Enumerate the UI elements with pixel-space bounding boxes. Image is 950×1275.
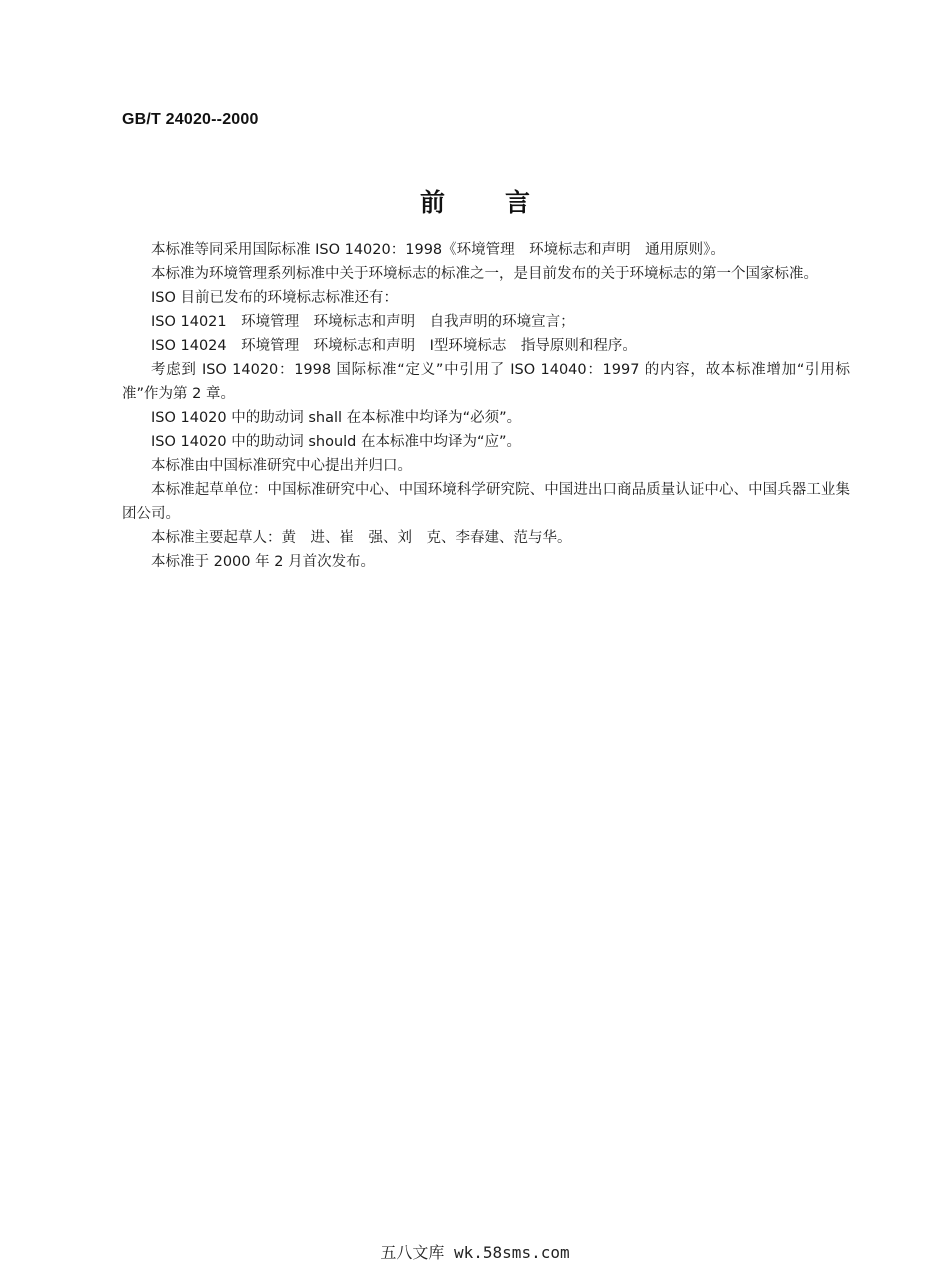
paragraph: 本标准主要起草人：黄 进、崔 强、刘 克、李春建、范与华。 [151,530,572,546]
paragraph: ISO 14021 环境管理 环境标志和声明 自我声明的环境宣言； [151,314,575,330]
footer-watermark: 五八文库 wk.58sms.com [380,1243,570,1262]
paragraph: ISO 目前已发布的环境标志标准还有： [151,290,399,306]
paragraph: ISO 14020 中的助动词 shall 在本标准中均译为“必须”。 [151,410,522,426]
paragraph: 考虑到 ISO 14020：1998 国际标准“定义”中引用了 ISO 14040：1997 的内容，故本标准增加“引用标准”作为第 2 章。 [122,362,850,402]
paragraph: 本标准起草单位：中国标准研究中心、中国环境科学研究院、中国进出口商品质量认证中心、中国兵器工业集团公司。 [122,482,850,522]
page-title: 前言 [419,188,590,217]
standard-code: GB/T 24020--2000 [122,111,259,128]
paragraph: 本标准由中国标准研究中心提出并归口。 [151,458,412,474]
paragraph: 本标准为环境管理系列标准中关于环境标志的标准之一，是目前发布的关于环境标志的第一个国家标准。 [151,266,818,282]
paragraph: 本标准等同采用国际标准 ISO 14020：1998《环境管理 环境标志和声明 通用原则》。 [151,242,725,258]
paragraph: ISO 14020 中的助动词 should 在本标准中均译为“应”。 [151,434,522,450]
foreword-body [122,238,850,574]
paragraph: 本标准于 2000 年 2 月首次发布。 [151,554,376,570]
paragraph: ISO 14024 环境管理 环境标志和声明 Ⅰ型环境标志 指导原则和程序。 [151,338,637,354]
